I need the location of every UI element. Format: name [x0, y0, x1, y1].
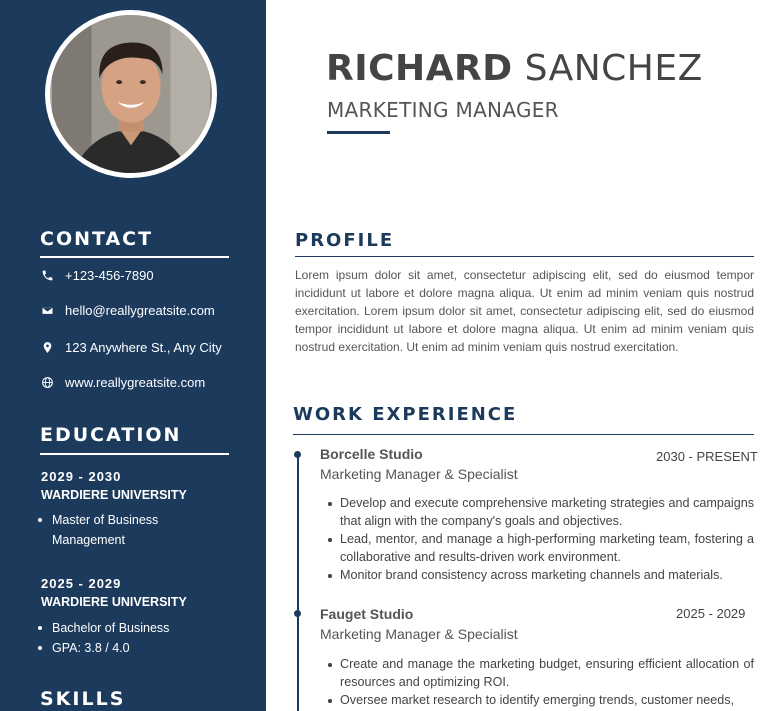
education-divider — [40, 453, 229, 455]
list-item: Master of Business — [52, 510, 158, 530]
timeline-dot — [294, 451, 301, 458]
contact-phone-text[interactable]: +123-456-7890 — [65, 268, 154, 283]
list-item: Oversee market research to identify emerging trends, customer needs, — [340, 691, 754, 709]
edu-2-details — [52, 618, 169, 658]
job-2-company: Fauget Studio — [320, 606, 414, 622]
avatar — [45, 10, 217, 178]
contact-website — [40, 375, 205, 390]
edu-1-years: 2029 - 2030 — [41, 469, 122, 484]
work-experience-heading: WORK EXPERIENCE — [293, 404, 518, 425]
list-item: Lead, mentor, and manage a high-performing marketing team, fostering a collaborative and results-driven work environment. — [340, 532, 754, 564]
education-heading: EDUCATION — [40, 424, 182, 446]
contact-address — [40, 340, 222, 355]
job-2-role: Marketing Manager & Specialist — [320, 626, 518, 642]
contact-website-text[interactable]: www.reallygreatsite.com — [65, 375, 206, 390]
profile-text: Lorem ipsum dolor sit amet, consectetur adipiscing elit, sed do eiusmod tempor incididunt ut labore et dolore magna aliqua. Ut enim ad minim veniam quis nostrud exercitation. Lorem ipsum dolor sit amet, consectetur adipiscing elit, sed do eiusmod tempor incididunt ut labore et dolore magna aliqua. Ut enim ad minim veniam quis nostrud exercitation. Ut enim ad minim veniam quis nostrud exercitation. — [295, 268, 754, 354]
contact-email-text[interactable]: hello@reallygreatsite.com — [65, 303, 215, 318]
edu-1-school: WARDIERE UNIVERSITY — [41, 488, 187, 502]
list-item: GPA: 3.8 / 4.0 — [52, 638, 169, 658]
location-pin-icon — [40, 341, 54, 355]
profile-photo — [50, 15, 212, 173]
first-name: RICHARD — [326, 48, 513, 89]
job-1-company: Borcelle Studio — [320, 446, 423, 462]
list-item: Develop and execute comprehensive marketing strategies and campaigns that align with the company's goals and objectives. — [340, 496, 754, 528]
list-item: Create and manage the marketing budget, ensuring efficient allocation of resources and optimizing ROI. — [340, 657, 754, 689]
timeline-dot — [294, 610, 301, 617]
job-2-dates: 2025 - 2029 — [676, 606, 746, 621]
sidebar — [0, 0, 266, 711]
list-item-continued: Management — [52, 533, 125, 547]
contact-divider — [40, 256, 229, 258]
person-photo-icon — [50, 15, 212, 173]
profile-divider — [295, 256, 754, 257]
edu-2-years: 2025 - 2029 — [41, 576, 122, 591]
email-icon — [40, 304, 54, 318]
globe-icon — [40, 376, 54, 390]
title-accent-bar — [327, 131, 390, 134]
job-2-bullets — [340, 655, 754, 709]
job-title: MARKETING MANAGER — [327, 98, 559, 122]
contact-heading: CONTACT — [40, 228, 154, 250]
list-item: Bachelor of Business — [52, 618, 169, 638]
edu-2-school: WARDIERE UNIVERSITY — [41, 595, 187, 609]
work-experience-divider — [293, 434, 754, 435]
skills-heading: SKILLS — [40, 688, 126, 710]
full-name — [326, 48, 703, 89]
phone-icon — [40, 269, 54, 283]
contact-address-text: 123 Anywhere St., Any City — [65, 340, 222, 355]
contact-phone — [40, 268, 154, 283]
job-1-role: Marketing Manager & Specialist — [320, 466, 518, 482]
edu-1-details — [52, 510, 158, 550]
profile-heading: PROFILE — [295, 230, 395, 251]
contact-email — [40, 303, 215, 318]
list-item: Monitor brand consistency across marketing channels and materials. — [340, 566, 754, 584]
last-name: SANCHEZ — [524, 48, 703, 89]
timeline-line — [297, 455, 299, 711]
job-1-dates: 2030 - PRESENT — [656, 449, 758, 464]
job-1-bullets — [340, 494, 754, 584]
